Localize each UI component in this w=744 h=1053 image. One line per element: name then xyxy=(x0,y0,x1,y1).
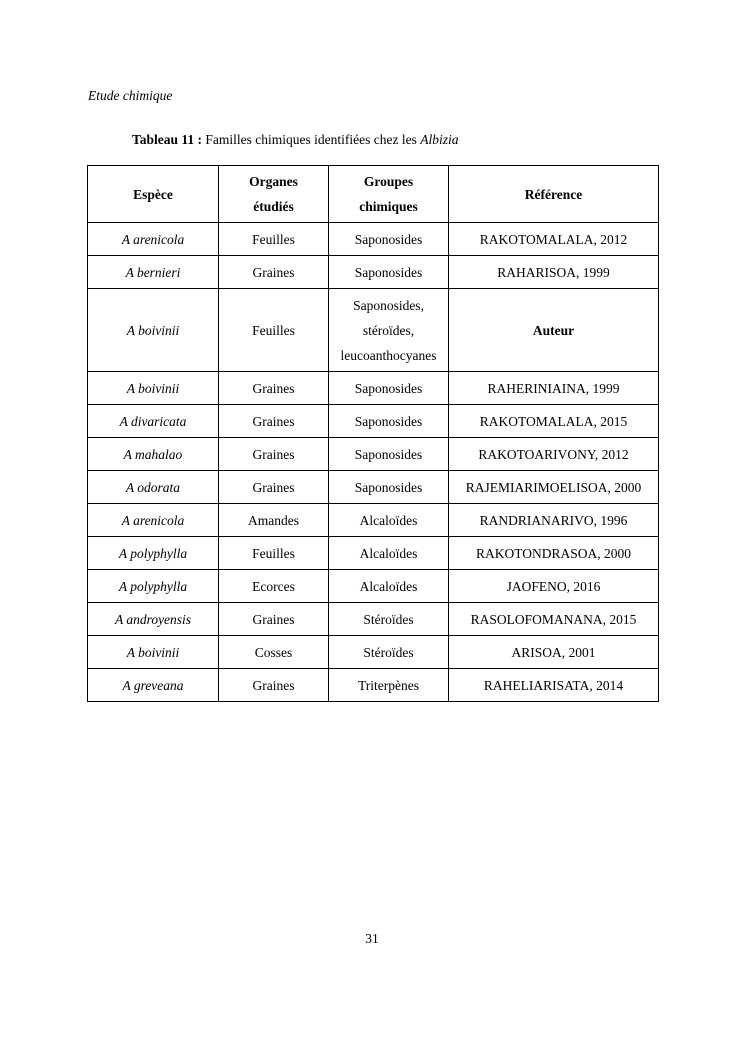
cell-species: A mahalao xyxy=(88,438,219,471)
cell-groups: Saponosides xyxy=(329,405,449,438)
cell-groups: Alcaloïdes xyxy=(329,537,449,570)
cell-groups: Alcaloïdes xyxy=(329,570,449,603)
cell-organs: Feuilles xyxy=(219,223,329,256)
cell-reference: RAKOTOARIVONY, 2012 xyxy=(449,438,659,471)
cell-species: A polyphylla xyxy=(88,570,219,603)
table-header xyxy=(88,166,659,223)
cell-species: A greveana xyxy=(88,669,219,702)
cell-reference: RASOLOFOMANANA, 2015 xyxy=(449,603,659,636)
cell-species: A arenicola xyxy=(88,223,219,256)
column-header-reference: Référence xyxy=(449,166,659,223)
cell-species: A androyensis xyxy=(88,603,219,636)
cell-organs: Graines xyxy=(219,471,329,504)
cell-organs: Graines xyxy=(219,669,329,702)
header-row xyxy=(88,166,659,223)
caption-label: Tableau 11 : xyxy=(132,132,203,147)
table-body xyxy=(88,223,659,702)
cell-species: A boivinii xyxy=(88,372,219,405)
cell-reference: RAHERINIAINA, 1999 xyxy=(449,372,659,405)
cell-organs: Cosses xyxy=(219,636,329,669)
cell-groups: Saponosides xyxy=(329,372,449,405)
cell-organs: Graines xyxy=(219,438,329,471)
cell-organs: Feuilles xyxy=(219,289,329,372)
table-row xyxy=(88,537,659,570)
cell-organs: Graines xyxy=(219,603,329,636)
cell-organs: Graines xyxy=(219,405,329,438)
cell-groups: Stéroïdes xyxy=(329,636,449,669)
cell-reference: RANDRIANARIVO, 1996 xyxy=(449,504,659,537)
cell-groups: Saponosides xyxy=(329,256,449,289)
cell-reference: Auteur xyxy=(449,289,659,372)
page-number: 31 xyxy=(365,931,379,946)
table-row xyxy=(88,289,659,372)
caption-genus: Albizia xyxy=(420,132,459,147)
table-row xyxy=(88,372,659,405)
table-row xyxy=(88,223,659,256)
cell-organs: Feuilles xyxy=(219,537,329,570)
table-row xyxy=(88,471,659,504)
cell-reference: RAHARISOA, 1999 xyxy=(449,256,659,289)
cell-groups: Saponosides xyxy=(329,223,449,256)
cell-groups: Alcaloïdes xyxy=(329,504,449,537)
table-row xyxy=(88,636,659,669)
section-heading: Etude chimique xyxy=(88,88,173,103)
cell-reference: RAKOTONDRASOA, 2000 xyxy=(449,537,659,570)
cell-reference: RAKOTOMALALA, 2015 xyxy=(449,405,659,438)
cell-reference: RAKOTOMALALA, 2012 xyxy=(449,223,659,256)
cell-organs: Graines xyxy=(219,256,329,289)
table-row xyxy=(88,603,659,636)
table-row xyxy=(88,256,659,289)
cell-organs: Ecorces xyxy=(219,570,329,603)
cell-groups: Stéroïdes xyxy=(329,603,449,636)
cell-reference: RAJEMIARIMOELISOA, 2000 xyxy=(449,471,659,504)
cell-reference: ARISOA, 2001 xyxy=(449,636,659,669)
table-row xyxy=(88,570,659,603)
table-row xyxy=(88,405,659,438)
cell-groups: Triterpènes xyxy=(329,669,449,702)
cell-groups: Saponosides xyxy=(329,438,449,471)
table-row xyxy=(88,438,659,471)
cell-species: A odorata xyxy=(88,471,219,504)
cell-species: A polyphylla xyxy=(88,537,219,570)
table-row xyxy=(88,669,659,702)
column-header-organs: Organes étudiés xyxy=(219,166,329,223)
cell-species: A boivinii xyxy=(88,636,219,669)
cell-reference: RAHELIARISATA, 2014 xyxy=(449,669,659,702)
cell-species: A arenicola xyxy=(88,504,219,537)
cell-species: A bernieri xyxy=(88,256,219,289)
table-caption xyxy=(132,132,459,148)
cell-species: A divaricata xyxy=(88,405,219,438)
cell-organs: Graines xyxy=(219,372,329,405)
cell-groups: Saponosides, stéroïdes, leucoanthocyanes xyxy=(329,289,449,372)
caption-text: Familles chimiques identifiées chez les xyxy=(205,132,417,147)
cell-organs: Amandes xyxy=(219,504,329,537)
cell-groups: Saponosides xyxy=(329,471,449,504)
cell-reference: JAOFENO, 2016 xyxy=(449,570,659,603)
cell-species: A boivinii xyxy=(88,289,219,372)
column-header-species: Espèce xyxy=(88,166,219,223)
column-header-groups: Groupes chimiques xyxy=(329,166,449,223)
chemical-families-table xyxy=(87,165,659,702)
table-row xyxy=(88,504,659,537)
